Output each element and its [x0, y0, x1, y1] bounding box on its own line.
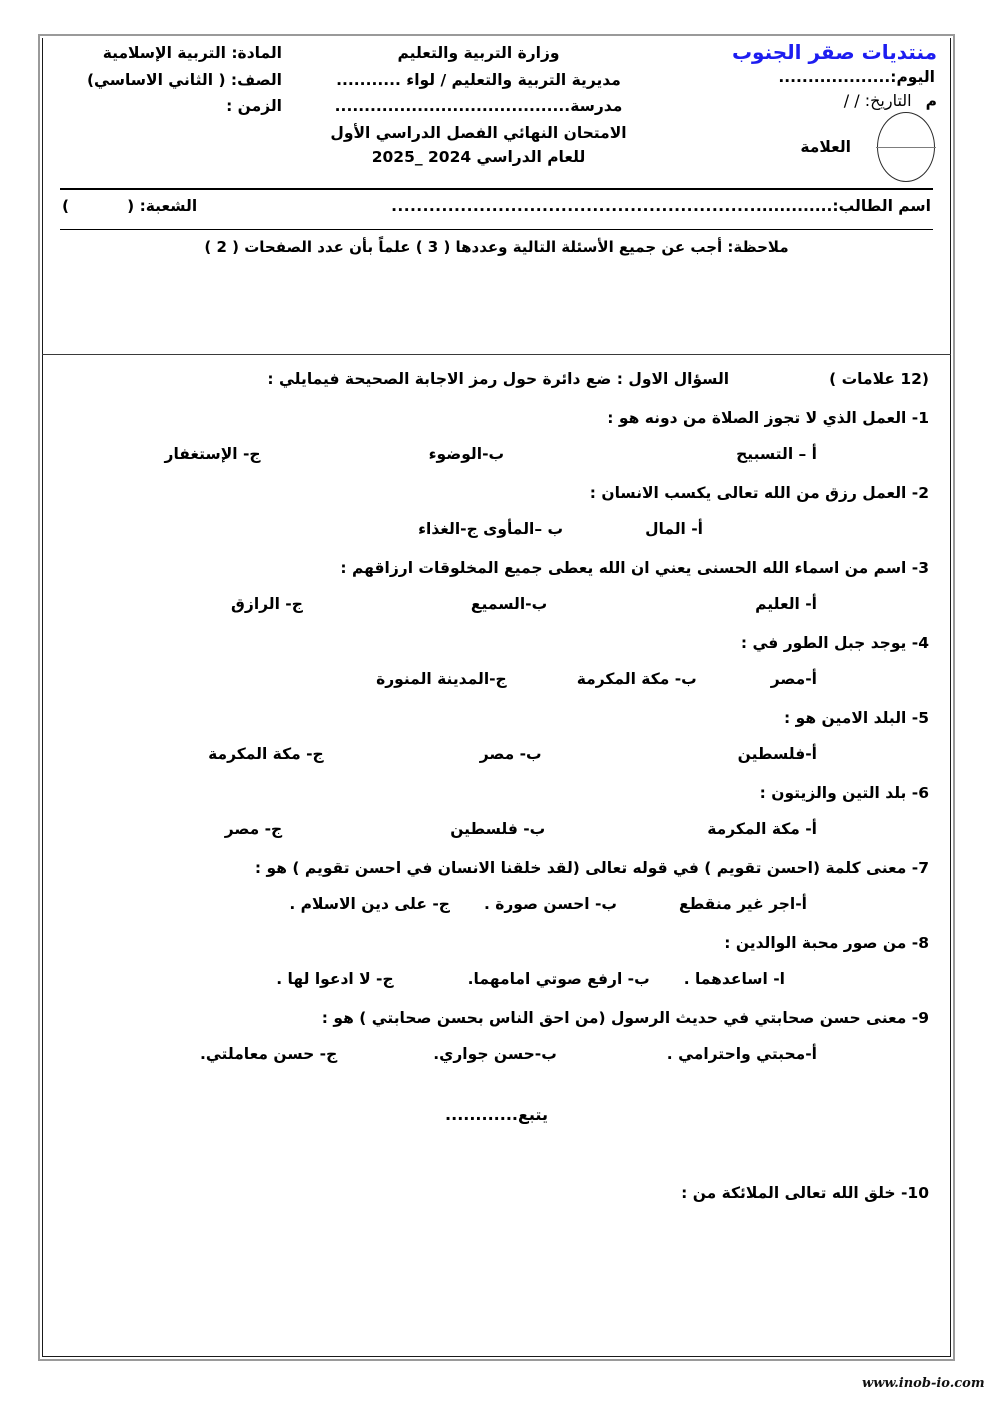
grade-line: الصف: ( الثاني الاساسي) [86, 70, 282, 89]
exam-page-frame [38, 34, 955, 1361]
header-day-line [673, 64, 941, 91]
choice-option-b[interactable]: ب- فلسطين [450, 820, 546, 838]
date-label: التاريخ: / / [843, 90, 912, 110]
choice-row [58, 895, 935, 913]
question-text: 7- معنى كلمة (احسن تقويم ) في قوله تعالى (لقد خلقنا الانسان في احسن تقويم ) هو : [254, 859, 929, 877]
question-one-header [58, 354, 935, 388]
continued-note: يتبع............ [445, 1105, 548, 1124]
choice-option-b[interactable]: ب- ارفع صوتي امامهما. [467, 970, 650, 988]
header-middle-column [284, 40, 673, 166]
forum-watermark-text: منتديات صقر الجنوب [731, 40, 937, 64]
time-line: الزمن : [226, 97, 282, 116]
footer-watermark-text: www.inob-io.com [862, 1376, 985, 1391]
choice-option-a[interactable]: أ- العليم [755, 595, 817, 613]
choice-option-c[interactable]: ج- مكة المكرمة [208, 745, 324, 763]
choice-row [58, 595, 935, 613]
choice-option-a[interactable]: أ-مصر [770, 670, 817, 688]
header-date-line [673, 91, 941, 110]
question-text: 4- يوجد جبل الطور في : [740, 634, 929, 652]
header-left-column [673, 40, 941, 182]
header-right-column [52, 40, 284, 120]
subject-line: المادة: التربية الإسلامية [102, 44, 282, 62]
choice-row [58, 520, 935, 538]
choice-row [58, 445, 935, 463]
choice-option-c[interactable]: ج- الرازق [231, 595, 303, 613]
ministry-line: وزارة التربية والتعليم [397, 44, 560, 62]
choice-option-b[interactable]: ب- مكة المكرمة [576, 670, 697, 688]
question-text: 3- اسم من اسماء الله الحسنى يعني ان الله يعطى جميع المخلوقات ارزاقهم : [340, 559, 929, 577]
choice-option-b[interactable]: ب-السميع [470, 595, 548, 613]
choice-option-c[interactable]: ج- على دين الاسلام . [289, 895, 450, 913]
question-ten-text: 10- خلق الله تعالى الملائكة من : [681, 1184, 929, 1202]
school-line: مدرسة........................................ [334, 97, 623, 116]
student-name-label: اسم الطالب:............. [755, 196, 931, 215]
question-text: 5- البلد الامين هو : [784, 709, 929, 727]
question-text: 8- من صور محبة الوالدين : [724, 934, 929, 952]
choice-option-c[interactable]: ج- مصر [224, 820, 283, 838]
question-text: 9- معنى حسن صحابتي في حديث الرسول (من احق الناس بحسن صحابتي ) هو : [321, 1009, 929, 1027]
choice-row [58, 970, 935, 988]
mark-label: العلامة [800, 137, 851, 156]
choice-row [58, 745, 935, 763]
choice-option-a[interactable]: ا- اساعدهما . [683, 970, 785, 988]
exam-header [40, 36, 953, 265]
exam-title-line: الامتحان النهائي الفصل الدراسي الأول [330, 123, 627, 142]
choice-option-c[interactable]: ج-المدينة المنورة [376, 670, 507, 688]
choice-row [58, 1045, 935, 1063]
student-name-dots: .......................................................... [391, 196, 756, 215]
question-text: 1- العمل الذي لا تجوز الصلاة من دونه هو : [607, 409, 929, 427]
choice-option-c[interactable]: ج- الإستغفار [164, 445, 261, 463]
exam-body [40, 354, 953, 1202]
choice-option-bc[interactable]: ب –المأوى ج-الغذاء [418, 520, 564, 538]
day-label: اليوم:................... [778, 68, 935, 86]
choice-option-b[interactable]: ب- احسن صورة . [483, 895, 617, 913]
section-close-paren: ) [62, 196, 70, 215]
question-one-marks: (12 علامات ) [829, 370, 929, 388]
choice-option-a[interactable]: أ-فلسطين [737, 745, 817, 763]
directorate-line: مديرية التربية والتعليم / لواء ........... [336, 70, 621, 89]
choice-option-b[interactable]: ب-الوضوء [428, 445, 505, 463]
choice-option-a[interactable]: أ – التسبيح [736, 445, 817, 463]
header-mark-line [673, 112, 941, 182]
question-text: 2- العمل رزق من الله تعالى يكسب الانسان : [589, 484, 929, 502]
section-label: الشعبة: ( [127, 196, 198, 215]
student-name-row [52, 190, 941, 223]
question-one-title: السؤال الاول : ضع دائرة حول رمز الاجابة الصحيحة فيمايلي : [267, 370, 730, 388]
grade-oval-shape [877, 112, 935, 182]
choice-row [58, 670, 935, 688]
footer-watermark [0, 1372, 993, 1391]
choice-option-b[interactable]: ب- مصر [479, 745, 542, 763]
exam-note: ملاحظة: أجب عن جميع الأسئلة التالية وعددها ( 3 ) علماً بأن عدد الصفحات ( 2 ) [204, 237, 789, 256]
choice-option-a[interactable]: أ-اجر غير منقطع [679, 895, 807, 913]
choice-option-c[interactable]: ج- حسن معاملتي. [199, 1045, 338, 1063]
choice-option-b[interactable]: ب-حسن جواري. [433, 1045, 557, 1063]
choice-option-c[interactable]: ج- لا ادعوا لها . [276, 970, 394, 988]
choice-option-a[interactable]: أ- المال [645, 520, 703, 538]
question-text: 6- بلد التين والزيتون : [759, 784, 929, 802]
choice-option-a[interactable]: أ-محبتي واحترامي . [666, 1045, 817, 1063]
choice-option-a[interactable]: أ- مكة المكرمة [707, 820, 817, 838]
choice-row [58, 820, 935, 838]
date-suffix-meem: م [925, 91, 937, 110]
exam-year-line: للعام الدراسي 2024 _2025 [371, 147, 586, 166]
header-top-grid [52, 40, 941, 182]
